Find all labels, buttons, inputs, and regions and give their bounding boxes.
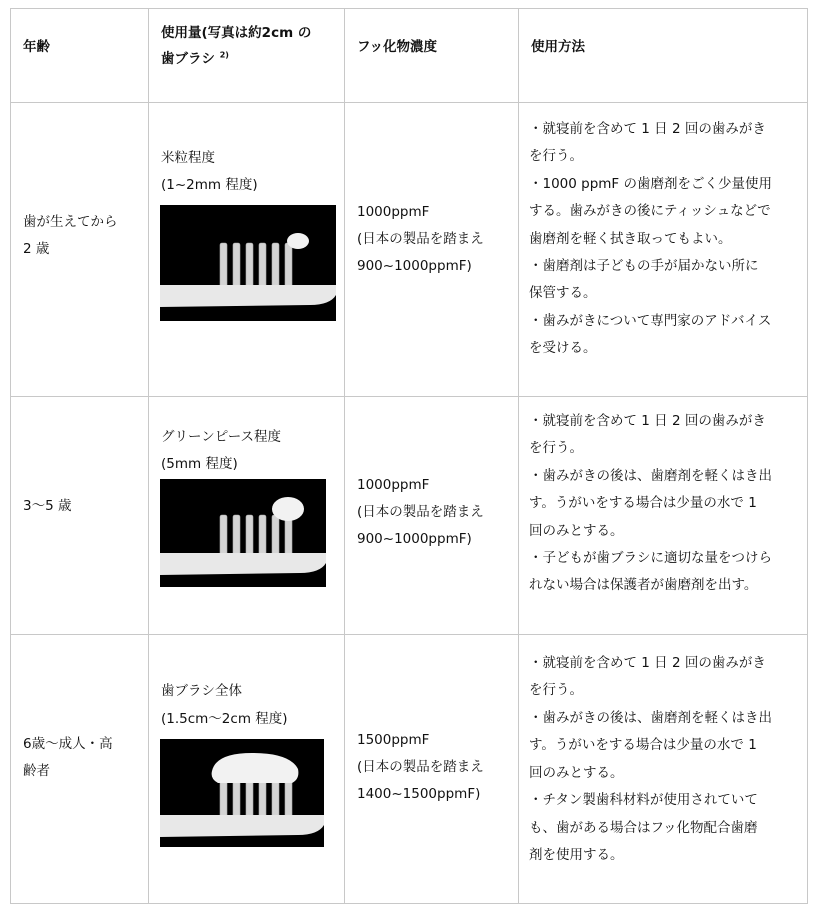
row3-age-line2: 齢者 — [23, 763, 50, 779]
fluoride-toothpaste-table — [10, 8, 808, 904]
row2-amount-title: グリーンピース程度 — [161, 429, 282, 445]
row2-method-line: を行う。 — [529, 440, 583, 456]
row2-method-cell — [518, 396, 808, 636]
row3-method-line: 回のみとする。 — [529, 765, 624, 781]
row3-method-line: も、歯がある場合はフッ化物配合歯磨 — [529, 820, 758, 836]
header-amount-label-main: 歯ブラシ — [161, 51, 215, 67]
row1-method-line: ・1000 ppmF の歯磨剤をごく少量使用 — [529, 176, 772, 192]
row1-fluoride-cell — [344, 102, 520, 398]
row2-fluoride-cell — [344, 396, 520, 636]
header-amount-label-line1: 使用量(写真は約2cm の — [161, 25, 312, 41]
row3-method-line: す。うがいをする場合は少量の水で 1 — [529, 737, 757, 753]
row1-age-cell — [10, 102, 150, 398]
row1-fluoride-range: 900~1000ppmF) — [357, 258, 472, 274]
row1-method-line: する。歯みがきの後にティッシュなどで — [529, 203, 771, 219]
row1-amount-cell — [148, 102, 346, 398]
row2-method-line: 回のみとする。 — [529, 523, 624, 539]
header-fluoride-cell — [344, 8, 520, 104]
row1-amount-detail: (1~2mm 程度) — [161, 177, 258, 193]
header-age-cell — [10, 8, 150, 104]
row1-method-line: を受ける。 — [529, 340, 597, 356]
row3-amount-cell — [148, 634, 346, 904]
row3-method-line: ・歯みがきの後は、歯磨剤を軽くはき出 — [529, 710, 772, 726]
row3-age-line1: 6歳～成人・高 — [23, 736, 113, 752]
toothbrush-pea-photo — [160, 479, 326, 587]
toothbrush-rice-grain-icon — [160, 205, 336, 321]
row2-fluoride-note: (日本の製品を踏まえ — [357, 504, 484, 520]
toothbrush-full-icon — [160, 739, 324, 847]
header-age-label: 年齢 — [23, 39, 50, 55]
header-fluoride-label: フッ化物濃度 — [357, 39, 438, 55]
row1-method-line: ・歯磨剤は子どもの手が届かない所に — [529, 258, 759, 274]
row2-amount-cell — [148, 396, 346, 636]
row2-method-line: れない場合は保護者が歯磨剤を出す。 — [529, 577, 758, 593]
row1-method-line: ・就寝前を含めて 1 日 2 回の歯みがき — [529, 121, 766, 137]
row3-method-line: ・チタン製歯科材料が使用されていて — [529, 792, 758, 808]
row2-fluoride-range: 900~1000ppmF) — [357, 531, 472, 547]
row3-amount-title: 歯ブラシ全体 — [161, 683, 242, 699]
row2-method-line: ・歯みがきの後は、歯磨剤を軽くはき出 — [529, 468, 772, 484]
header-amount-label-line2 — [161, 46, 229, 72]
row1-method-cell — [518, 102, 808, 398]
row3-fluoride-range: 1400~1500ppmF) — [357, 786, 481, 802]
row1-method-line: を行う。 — [529, 148, 583, 164]
row1-fluoride-note: (日本の製品を踏まえ — [357, 231, 484, 247]
row3-fluoride-cell — [344, 634, 520, 904]
row1-age-line1: 歯が生えてから — [23, 214, 118, 230]
row1-method-line: ・歯みがきについて専門家のアドバイス — [529, 313, 772, 329]
row3-method-cell — [518, 634, 808, 904]
row2-fluoride-value: 1000ppmF — [357, 477, 430, 493]
row1-method-line: 保管する。 — [529, 285, 597, 301]
row2-method-line: ・子どもが歯ブラシに適切な量をつけら — [529, 550, 772, 566]
row3-amount-detail: (1.5cm～2cm 程度) — [161, 711, 288, 727]
row3-fluoride-value: 1500ppmF — [357, 732, 430, 748]
row2-age-cell — [10, 396, 150, 636]
header-method-label: 使用方法 — [531, 39, 585, 55]
row3-method-line: 剤を使用する。 — [529, 847, 624, 863]
row2-method-line: す。うがいをする場合は少量の水で 1 — [529, 495, 757, 511]
row3-fluoride-note: (日本の製品を踏まえ — [357, 759, 484, 775]
header-amount-cell — [148, 8, 346, 104]
toothbrush-pea-icon — [160, 479, 326, 587]
row1-method-line: 歯磨剤を軽く拭き取ってもよい。 — [529, 231, 732, 247]
row3-method-line: を行う。 — [529, 682, 583, 698]
row2-age-line1: 3～5 歳 — [23, 498, 72, 514]
toothbrush-rice-grain-photo — [160, 205, 336, 321]
row3-method-line: ・就寝前を含めて 1 日 2 回の歯みがき — [529, 655, 766, 671]
row2-method-line: ・就寝前を含めて 1 日 2 回の歯みがき — [529, 413, 766, 429]
row1-fluoride-value: 1000ppmF — [357, 204, 430, 220]
row1-amount-title: 米粒程度 — [161, 150, 215, 166]
row2-amount-detail: (5mm 程度) — [161, 456, 238, 472]
toothbrush-full-photo — [160, 739, 324, 847]
header-method-cell — [518, 8, 808, 104]
row1-age-line2: 2 歳 — [23, 241, 50, 257]
footnote-ref: 2) — [219, 50, 229, 60]
row3-age-cell — [10, 634, 150, 904]
